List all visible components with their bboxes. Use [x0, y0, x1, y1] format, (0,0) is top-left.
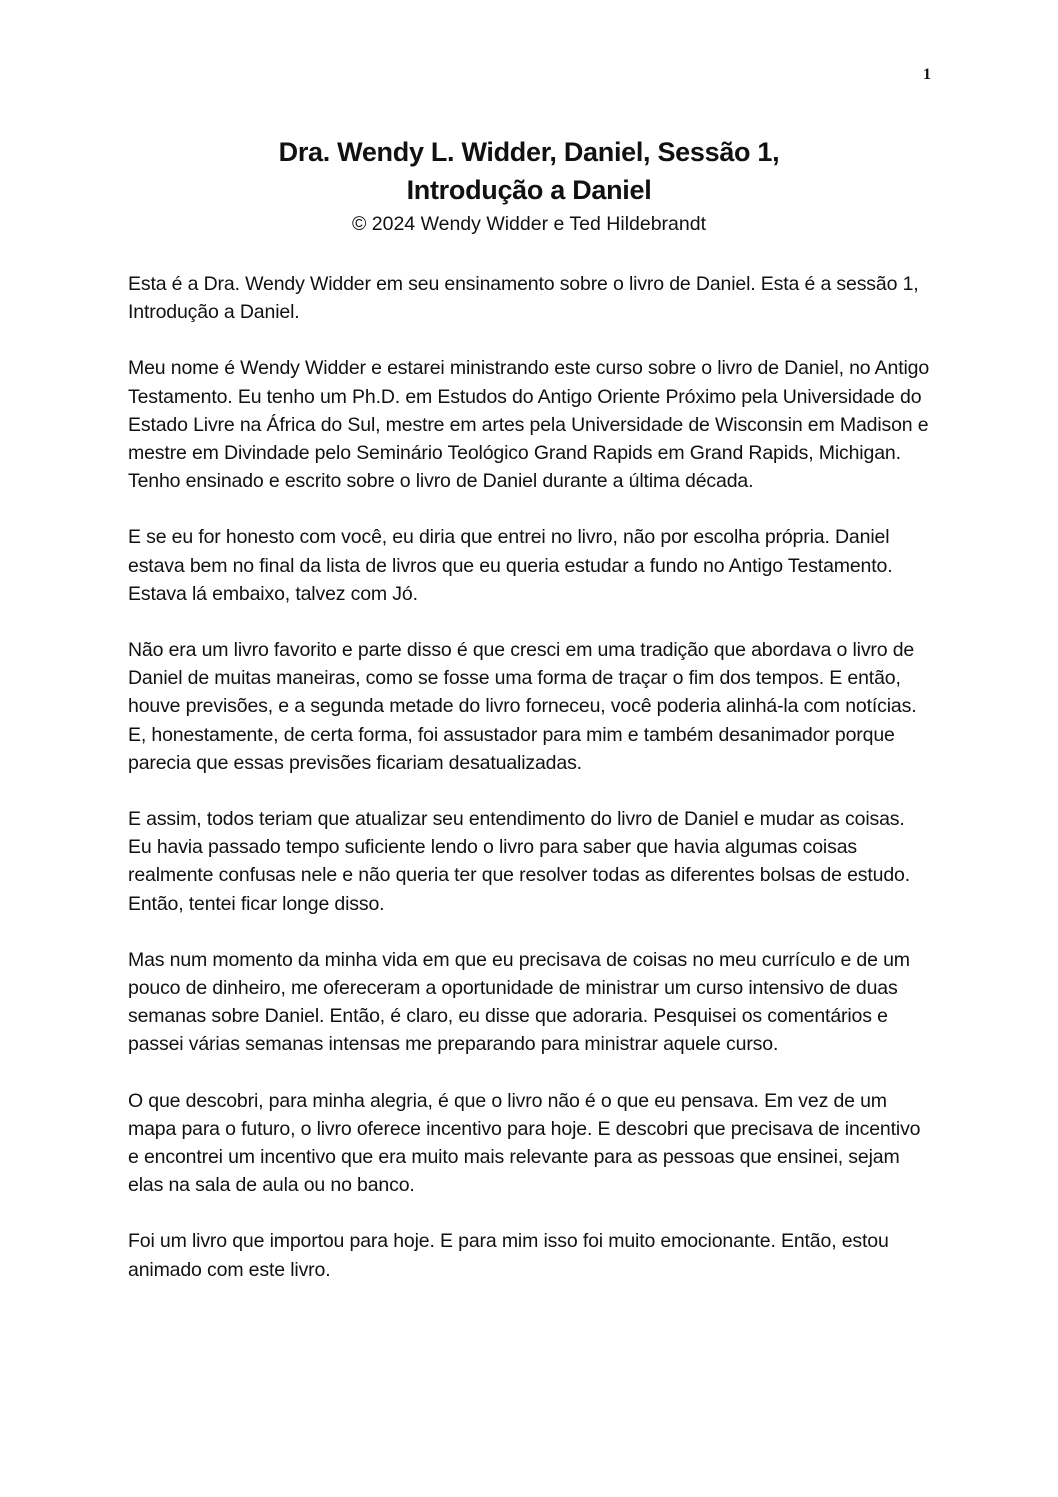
- copyright-notice: © 2024 Wendy Widder e Ted Hildebrandt: [351, 213, 707, 235]
- paragraph-credentials: Meu nome é Wendy Widder e estarei ministrando este curso sobre o livro de Daniel, no Antigo Testamento. Eu tenho um Ph.D. em Estudos do Antigo Oriente Próximo pela Universidade do Estado Livre na África do Sul, mestre em artes pela Universidade de Wisconsin em Madison e mestre em Divindade pelo Seminário Teológico Grand Rapids em Grand Rapids, Michigan. Tenho ensinado e escrito sobre o livro de Daniel durante a última década.: [128, 357, 930, 493]
- document-body: [128, 270, 933, 1312]
- paragraph-tradition: Não era um livro favorito e parte disso é que cresci em uma tradição que abordava o livro de Daniel de muitas maneiras, como se fosse uma forma de traçar o fim dos tempos. E então, houve previsões, e a segunda metade do livro forneceu, você poderia alinhá-la com notícias. E, honestamente, de certa forma, foi assustador para mim e também desanimador porque parecia que essas previsões ficariam desatualizadas.: [128, 639, 917, 774]
- paragraph-understanding: E assim, todos teriam que atualizar seu entendimento do livro de Daniel e mudar as coisas. Eu havia passado tempo suficiente lendo o livro para saber que havia algumas coisas realmente confusas nele e não queria ter que resolver todas as diferentes bolsas de estudo. Então, tentei ficar longe disso.: [128, 808, 911, 915]
- paragraph-conclusion: Foi um livro que importou para hoje. E para mim isso foi muito emocionante. Então, estou animado com este livro.: [128, 1230, 889, 1281]
- paragraph-honesty: E se eu for honesto com você, eu diria que entrei no livro, não por escolha própria. Daniel estava bem no final da lista de livros que eu queria estudar a fundo no Antigo Testamento. Estava lá embaixo, talvez com Jó.: [128, 526, 893, 605]
- document-title-line-2: Introdução a Daniel: [406, 175, 652, 205]
- document-title-line-1: Dra. Wendy L. Widder, Daniel, Sessão 1,: [278, 137, 780, 167]
- page-number: 1: [923, 66, 931, 83]
- document-header: [0, 133, 1058, 238]
- paragraph-discovery: O que descobri, para minha alegria, é que o livro não é o que eu pensava. Em vez de um mapa para o futuro, o livro oferece incentivo para hoje. E descobri que precisava de incentivo e encontrei um incentivo que era muito mais relevante para as pessoas que ensinei, sejam elas na sala de aula ou no banco.: [128, 1089, 921, 1197]
- paragraph-intro: Esta é a Dra. Wendy Widder em seu ensinamento sobre o livro de Daniel. Esta é a sessão 1, Introdução a Daniel.: [128, 273, 919, 324]
- paragraph-opportunity: Mas num momento da minha vida em que eu precisava de coisas no meu currículo e de um pouco de dinheiro, me ofereceram a oportunidade de ministrar um curso intensivo de duas semanas sobre Daniel. Então, é claro, eu disse que adoraria. Pesquisei os comentários e passei várias semanas intensas me preparando para ministrar aquele curso.: [128, 948, 910, 1056]
